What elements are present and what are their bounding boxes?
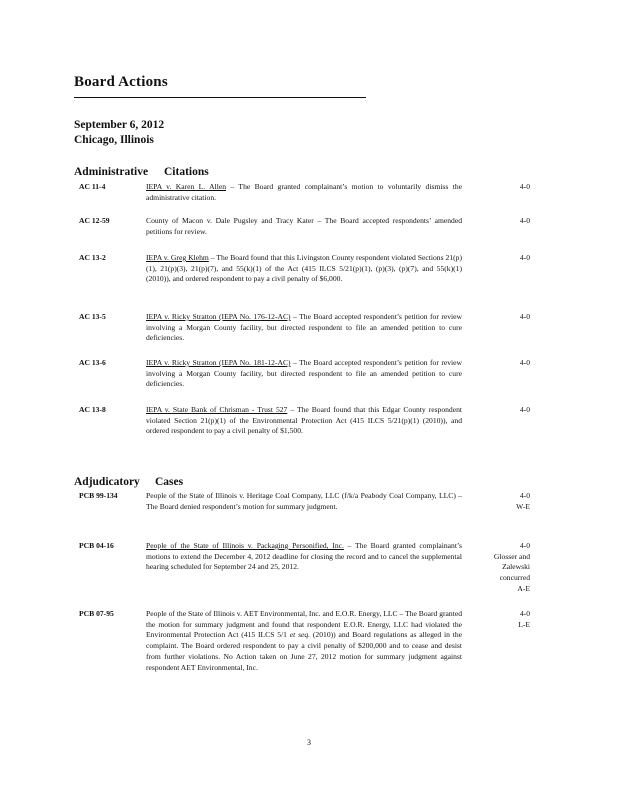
board-vote: 4-0 [519, 216, 530, 225]
case-summary: County of Macon v. Dale Pugsley and Tracy Kater – The Board accepted respondents’ amended petitions for review. [146, 216, 462, 236]
case-summary: – The Board granted complainant’s motions to extend the December 4, 2012 deadline for closing the record and to cancel the supplemental hearing scheduled for September 24 and 25, 2012. [146, 541, 462, 572]
case-parties: People of the State of Illinois v. Packaging Personified, Inc. [146, 541, 344, 550]
case-description [146, 312, 462, 344]
board-vote: 4-0 [519, 358, 530, 367]
meeting-date-block [74, 118, 164, 148]
case-summary: – The Board accepted respondent’s petition for review involving a Morgan County facility, but directed respondent to file an amended petition to cure deficiencies. [146, 312, 462, 343]
case-number: PCB 99-134 [79, 491, 118, 500]
case-description [146, 541, 462, 573]
case-summary: – The Board found that this Livingston County respondent violated Sections 21(p)(1), 21(p)(3), 21(p)(7), and 55(k)(1) of the Act (415 ILCS 5/21(p)(1), (p)(3), (p)(7), and 55(k)(1) (2010)), and ordered respondent to pay a civil penalty of $6,000. [146, 253, 462, 284]
case-number: AC 13-8 [79, 405, 106, 414]
case-summary: People of the State of Illinois v. Heritage Coal Company, LLC (f/k/a Peabody Coal Company, LLC) – The Board denied respondent’s motion for summary judgment. [146, 491, 462, 511]
case-summary-continued: (2010)) and Board regulations as alleged in the complaint. The Board ordered respondent to pay a civil penalty of $200,000 and to cease and desist from further violations. No Action taken on June 27, 2012 motion for summary judgment against respondent AET Environmental, Inc. [146, 630, 462, 672]
case-parties: IEPA v. Ricky Stratton (IEPA No. 176-12-AC) [146, 312, 291, 321]
case-number: AC 13-5 [79, 312, 106, 321]
case-description [146, 358, 462, 390]
case-description [146, 182, 462, 203]
case-number: AC 13-2 [79, 253, 106, 262]
case-parties: IEPA v. Karen L. Allen [146, 182, 227, 191]
board-vote: 4-0 [519, 253, 530, 262]
board-vote: 4-0 L-E [518, 609, 530, 629]
case-description [146, 216, 462, 237]
page-number: 3 [307, 738, 311, 747]
case-description [146, 609, 462, 673]
case-description [146, 405, 462, 437]
board-vote: 4-0 [519, 312, 530, 321]
case-summary: – The Board found that this Edgar County respondent violated Section 21(p)(1) of the Environmental Protection Act (415 ILCS 5/21(p)(1) (2010)), and ordered respondent to pay a civil penalty of $1,500. [146, 405, 462, 436]
section-heading-right: Cases [155, 476, 184, 488]
case-description [146, 253, 462, 285]
page-title: Board Actions [74, 74, 168, 90]
case-number: AC 12-59 [79, 216, 110, 225]
meeting-location: Chicago, Illinois [74, 134, 154, 146]
case-number: PCB 07-95 [79, 609, 114, 618]
title-underline [74, 97, 366, 98]
case-summary: People of the State of Illinois v. AET Environmental, Inc. and E.O.R. Energy, LLC – The Board granted the motion for summary judgment and found that respondent E.O.R. Energy, LLC had violated the Environmental Protection Act (415 ILCS 5/1 [146, 609, 462, 640]
case-summary: – The Board granted complainant’s motion to voluntarily dismiss the administrative citation. [146, 182, 462, 202]
board-vote: 4-0 [519, 405, 530, 414]
case-parties: IEPA v. Ricky Stratton (IEPA No. 181-12-AC) [146, 358, 291, 367]
case-summary-citation: et seq. [289, 630, 311, 640]
case-number: PCB 04-16 [79, 541, 114, 550]
case-description [146, 491, 462, 512]
section-heading-left: Administrative [74, 166, 149, 178]
case-parties: IEPA v. State Bank of Chrisman - Trust 527 [146, 405, 288, 414]
board-vote: 4-0 Glosser and Zalewski concurred A-E [493, 541, 530, 593]
board-vote: 4-0 [519, 182, 530, 191]
case-number: AC 11-4 [79, 182, 106, 191]
case-parties: IEPA v. Greg Klehm [146, 253, 209, 262]
section-heading-right: Citations [164, 166, 209, 178]
section-heading-left: Adjudicatory [74, 476, 140, 488]
board-vote: 4-0 W-E [516, 491, 530, 511]
case-number: AC 13-6 [79, 358, 106, 367]
meeting-date: September 6, 2012 [74, 119, 165, 131]
case-summary: – The Board accepted respondent’s petition for review involving a Morgan County facility, but directed respondent to file an amended petition to cure deficiencies. [146, 358, 462, 389]
